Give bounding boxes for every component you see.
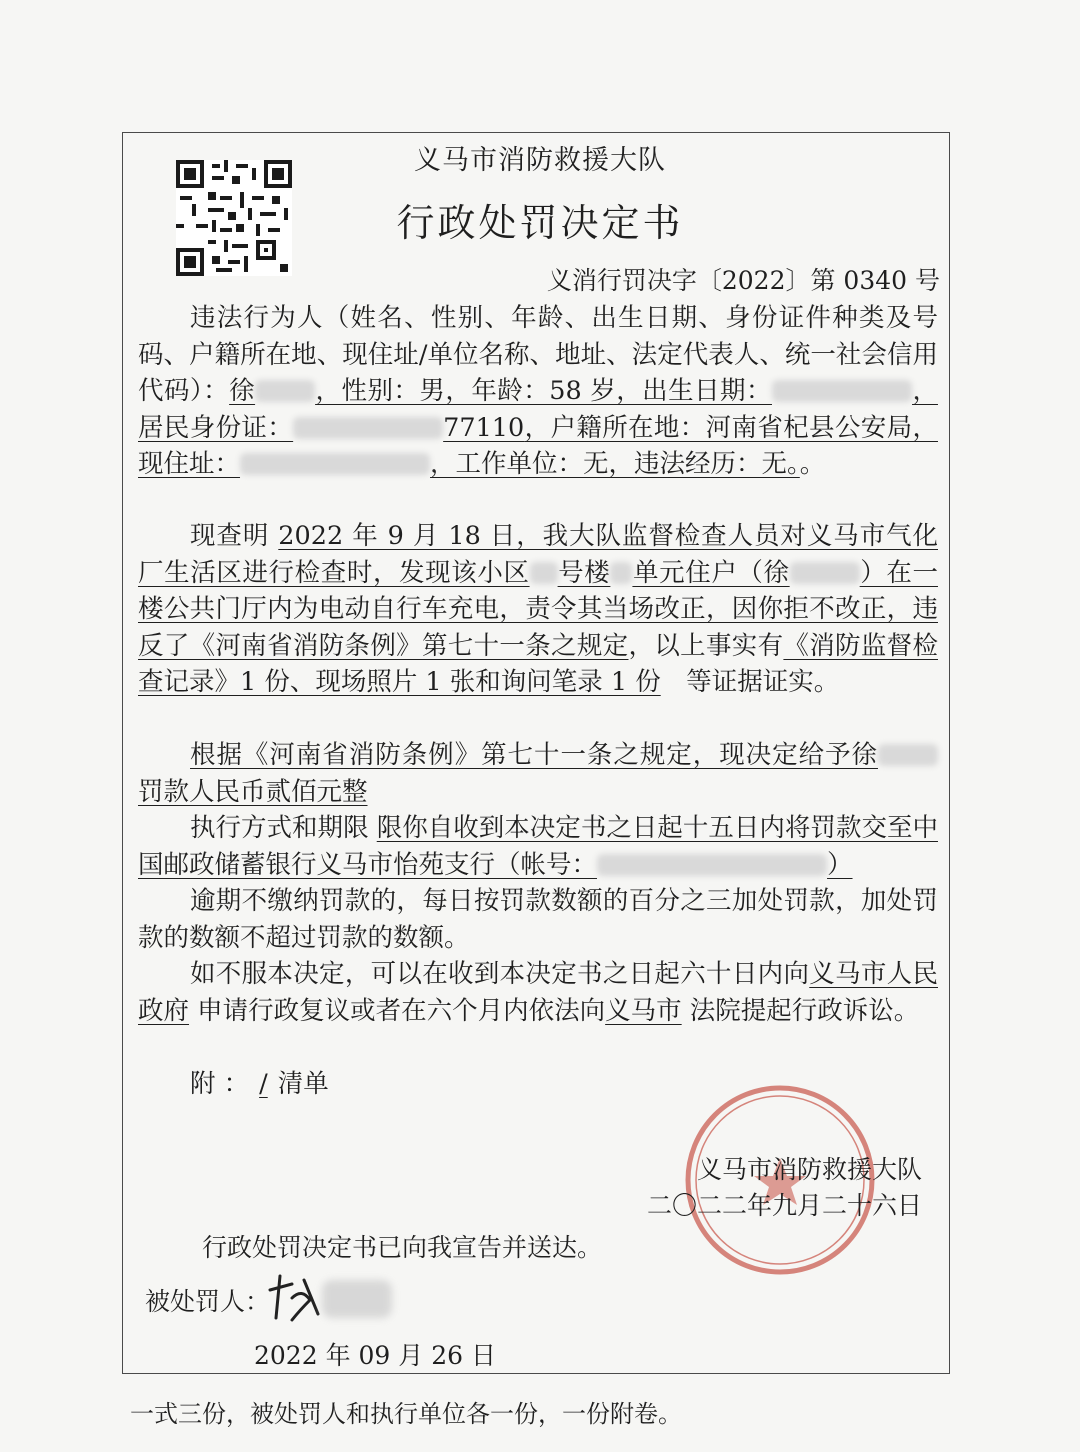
appeal-paragraph: 如不服本决定，可以在收到本决定书之日起六十日内向义马市人民政府 申请行政复议或者在六个月内依法向义马市 法院提起行政诉讼。 xyxy=(138,959,938,1026)
handwritten-signature-icon xyxy=(262,1270,402,1330)
punished-party-label: 被处罚人： xyxy=(145,1287,271,1316)
document-title: 行政处罚决定书 xyxy=(396,201,684,245)
late-payment-paragraph: 逾期不缴纳罚款的，每日按罚款数额的百分之三加处罚款，加处罚款的数额不超过罚款的数额。 xyxy=(138,886,938,953)
redacted-id-number xyxy=(293,417,443,439)
redacted-address xyxy=(240,453,430,475)
receipt-date: 2022 年 09 月 26 日 xyxy=(254,1341,496,1370)
issuer-date: 二〇二二年九月二十六日 xyxy=(646,1191,922,1220)
qr-code-icon xyxy=(176,160,292,276)
redacted-account-number xyxy=(597,854,827,876)
party-details: 徐 ，性别：男，年龄：58 岁，出生日期： ，居民身份证： 77110，户籍所在地：河南省杞县公安局，现住址： ，工作单位：无，违法经历：无。 xyxy=(138,376,938,479)
redacted-birthdate xyxy=(772,380,912,402)
redacted-name xyxy=(255,380,315,402)
decision-paragraph: 根据《河南省消防条例》第七十一条之规定，现决定给予徐罚款人民币贰佰元整 xyxy=(138,737,938,810)
receipt-statement: 行政处罚决定书已向我宣告并送达。 xyxy=(202,1233,603,1262)
party-intro: 违法行为人（姓名、性别、年龄、出生日期、身份证件种类及号码、户籍所在地、现住址/单位名称、地址、法定代表人、统一社会信用代码）： xyxy=(138,303,938,406)
document-number: 义消行罚决字〔2022〕第 0340 号 xyxy=(546,266,940,295)
attachment-line: 附 ： / 清单 xyxy=(190,1069,329,1099)
redacted-decision-name xyxy=(878,744,938,766)
redacted-building xyxy=(530,562,558,584)
footer-note: 一式三份，被处罚人和执行单位各一份，一份附卷。 xyxy=(130,1400,682,1428)
redacted-resident-name xyxy=(790,562,860,584)
execution-paragraph: 执行方式和期限 限你自收到本决定书之日起十五日内将罚款交至中国邮政储蓄银行义马市怡苑支行（帐号： ） xyxy=(138,813,938,880)
facts-paragraph: 现查明 2022 年 9 月 18 日，我大队监督检查人员对义马市气化厂生活区进行检查时，发现该小区 号楼 单元住户（徐 ）在一楼公共门厅内为电动自行车充电，责令其当场改正，因你拒不改正，违反了《河南省消防条例》第七十一条之规定，以上事实有《消防监督检查记录》1 份、现场照片 1 张和询问笔录 1 份 等证据证实。 xyxy=(138,521,938,697)
issuing-organization-header: 义马市消防救援大队 xyxy=(414,145,666,176)
issuer-organization: 义马市消防救援大队 xyxy=(696,1155,922,1184)
redacted-unit xyxy=(610,562,632,584)
party-info-paragraph: 违法行为人（姓名、性别、年龄、出生日期、身份证件种类及号码、户籍所在地、现住址/单位名称、地址、法定代表人、统一社会信用代码）：徐 ，性别：男，年龄：58 岁，出生日期： ，居民身份证： 77110，户籍所在地：河南省杞县公安局，现住址： ，工作单位：无，违法经历：无。。 xyxy=(138,303,938,479)
